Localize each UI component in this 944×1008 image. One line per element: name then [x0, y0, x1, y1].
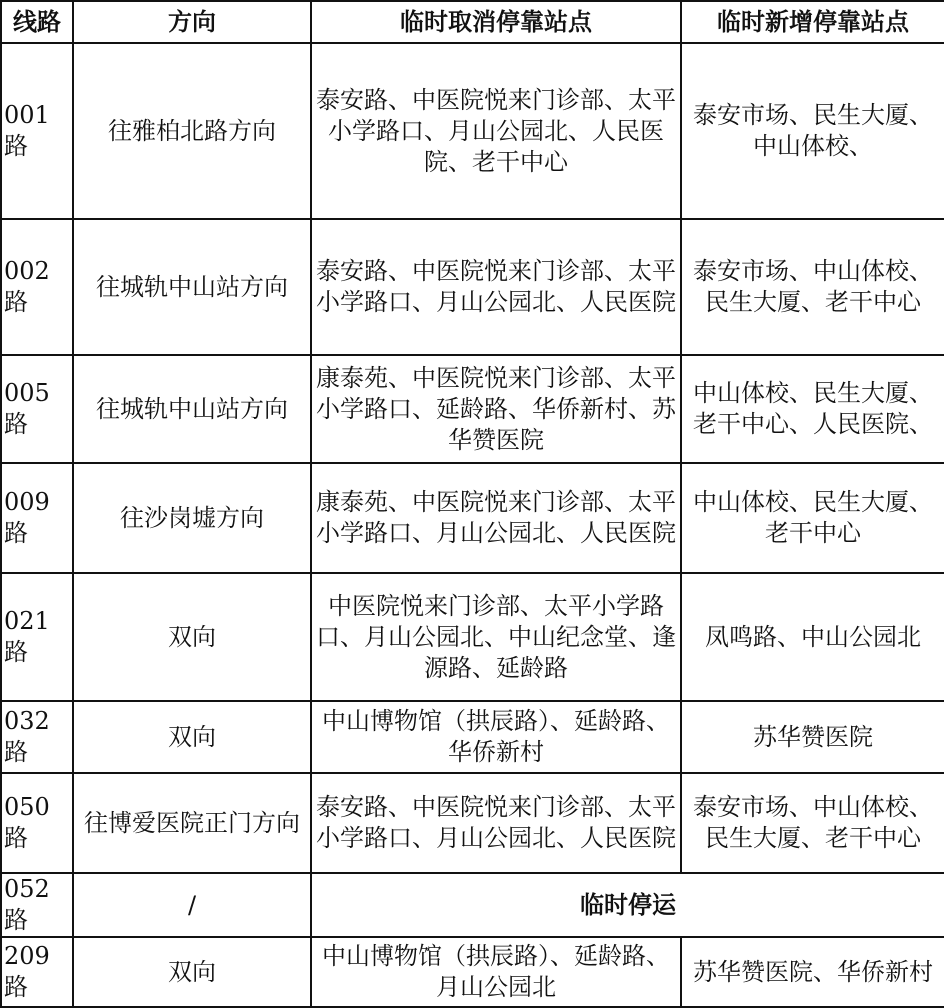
table-row — [1, 937, 944, 1007]
added-stops-cell: 苏华赞医院、华侨新村 — [681, 937, 944, 1007]
header-line: 线路 — [1, 1, 73, 43]
added-stops-cell: 中山体校、民生大厦、老干中心、人民医院、 — [681, 355, 944, 463]
header-added-stops: 临时新增停靠站点 — [681, 1, 944, 43]
added-stops-cell: 泰安市场、中山体校、民生大厦、老干中心 — [681, 773, 944, 873]
table-row — [1, 463, 944, 573]
direction-cell: 往城轨中山站方向 — [73, 219, 311, 355]
line-cell: 001路 — [1, 43, 73, 219]
direction-cell: 往沙岗墟方向 — [73, 463, 311, 573]
line-cell: 052路 — [1, 873, 73, 937]
cancelled-stops-cell: 康泰苑、中医院悦来门诊部、太平小学路口、延龄路、华侨新村、苏华赞医院 — [311, 355, 681, 463]
added-stops-cell: 凤鸣路、中山公园北 — [681, 573, 944, 701]
line-cell: 009路 — [1, 463, 73, 573]
suspended-service-cell: 临时停运 — [311, 873, 944, 937]
direction-cell: 双向 — [73, 937, 311, 1007]
cancelled-stops-cell: 康泰苑、中医院悦来门诊部、太平小学路口、月山公园北、人民医院 — [311, 463, 681, 573]
direction-cell: 往雅柏北路方向 — [73, 43, 311, 219]
cancelled-stops-cell: 中医院悦来门诊部、太平小学路口、月山公园北、中山纪念堂、逢源路、延龄路 — [311, 573, 681, 701]
line-cell: 032路 — [1, 701, 73, 773]
table-row — [1, 43, 944, 219]
line-cell: 005路 — [1, 355, 73, 463]
table-row — [1, 573, 944, 701]
cancelled-stops-cell: 泰安路、中医院悦来门诊部、太平小学路口、月山公园北、人民医院、老干中心 — [311, 43, 681, 219]
direction-cell: 往博爱医院正门方向 — [73, 773, 311, 873]
cancelled-stops-cell: 中山博物馆（拱辰路）、延龄路、月山公园北 — [311, 937, 681, 1007]
table-row — [1, 701, 944, 773]
added-stops-cell: 泰安市场、民生大厦、中山体校、 — [681, 43, 944, 219]
direction-cell: 双向 — [73, 573, 311, 701]
line-cell: 002路 — [1, 219, 73, 355]
table-row — [1, 219, 944, 355]
header-direction: 方向 — [73, 1, 311, 43]
added-stops-cell: 苏华赞医院 — [681, 701, 944, 773]
table-row — [1, 873, 944, 937]
line-cell: 021路 — [1, 573, 73, 701]
added-stops-cell: 中山体校、民生大厦、老干中心 — [681, 463, 944, 573]
line-cell: 050路 — [1, 773, 73, 873]
header-row — [1, 1, 944, 43]
line-cell: 209路 — [1, 937, 73, 1007]
table-row — [1, 773, 944, 873]
cancelled-stops-cell: 泰安路、中医院悦来门诊部、太平小学路口、月山公园北、人民医院 — [311, 773, 681, 873]
header-cancelled-stops: 临时取消停靠站点 — [311, 1, 681, 43]
direction-cell: 双向 — [73, 701, 311, 773]
added-stops-cell: 泰安市场、中山体校、民生大厦、老干中心 — [681, 219, 944, 355]
table-row — [1, 355, 944, 463]
direction-cell: 往城轨中山站方向 — [73, 355, 311, 463]
direction-cell: / — [73, 873, 311, 937]
cancelled-stops-cell: 泰安路、中医院悦来门诊部、太平小学路口、月山公园北、人民医院 — [311, 219, 681, 355]
cancelled-stops-cell: 中山博物馆（拱辰路）、延龄路、华侨新村 — [311, 701, 681, 773]
